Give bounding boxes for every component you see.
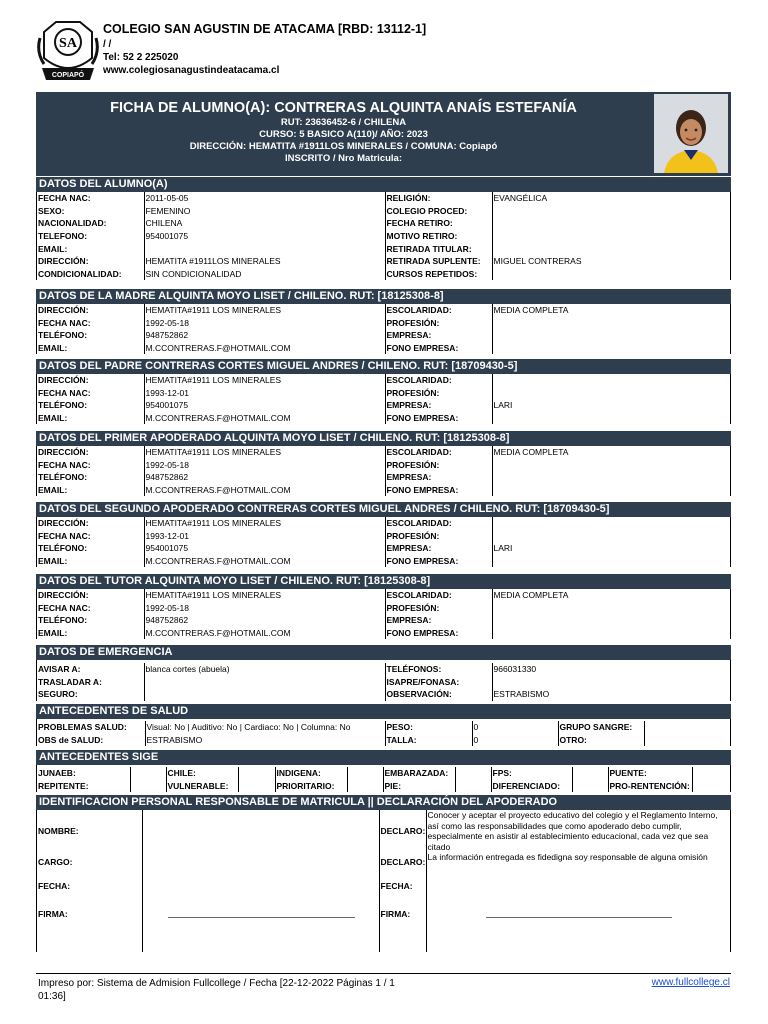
table-row bbox=[37, 374, 730, 387]
table-row bbox=[37, 602, 730, 615]
field-label: EMPRESA: bbox=[385, 471, 492, 484]
field-value: 0 bbox=[472, 721, 558, 734]
section-firma bbox=[36, 795, 731, 952]
footer-printed-text: Impreso por: Sistema de Admision Fullcollege / Fecha [22-12-2022 Páginas 1 / 1 bbox=[38, 978, 395, 989]
school-name: COLEGIO SAN AGUSTIN DE ATACAMA [RBD: 13112-1] bbox=[103, 22, 427, 36]
section-apoderado2 bbox=[36, 502, 731, 567]
field-value bbox=[492, 517, 730, 530]
field-label: EMAIL: bbox=[38, 556, 68, 567]
field-label: DIRECCIÓN: bbox=[38, 256, 89, 267]
section-emergencia bbox=[36, 645, 731, 701]
field-label: FECHA NAC: bbox=[38, 193, 91, 204]
spacer bbox=[37, 928, 142, 952]
field-label: FONO EMPRESA: bbox=[385, 555, 492, 568]
svg-text:SA: SA bbox=[59, 36, 77, 51]
field-value bbox=[492, 230, 730, 243]
table-row bbox=[37, 304, 730, 317]
firma-table bbox=[37, 810, 730, 952]
section-salud bbox=[36, 704, 731, 746]
fecha-value[interactable] bbox=[142, 872, 379, 900]
field-value bbox=[492, 317, 730, 330]
field-value bbox=[492, 387, 730, 400]
field-label: EMPRESA: bbox=[385, 542, 492, 555]
table-row bbox=[37, 242, 730, 255]
field-label: DIRECCIÓN: bbox=[38, 305, 89, 316]
field-label: GRUPO SANGRE: bbox=[558, 721, 644, 734]
field-value: 1992-05-18 bbox=[144, 317, 385, 330]
student-direccion: DIRECCIÓN: HEMATITA #1911LOS MINERALES / COMUNA: Copiapó bbox=[189, 141, 498, 152]
field-label: TELÉFONO: bbox=[38, 543, 88, 554]
field-label: CONDICIONALIDAD: bbox=[38, 268, 122, 279]
field-value bbox=[492, 242, 730, 255]
field-value bbox=[144, 242, 385, 255]
firma2-value[interactable] bbox=[426, 900, 730, 928]
field-value: 954001075 bbox=[144, 230, 385, 243]
student-rut: RUT: 23636452-6 / CHILENA bbox=[280, 117, 407, 128]
field-label: TELÉFONOS: bbox=[385, 663, 492, 676]
field-label: PROFESIÓN: bbox=[385, 317, 492, 330]
field-label: NACIONALIDAD: bbox=[38, 218, 107, 229]
field-value: MIGUEL CONTRERAS bbox=[492, 255, 730, 268]
field-value bbox=[644, 734, 730, 747]
field-label: RETIRADA SUPLENTE: bbox=[385, 255, 492, 268]
table-row bbox=[37, 484, 730, 497]
field-label: FONO EMPRESA: bbox=[385, 412, 492, 425]
field-value: ESTRABISMO bbox=[492, 688, 730, 701]
field-label: TELÉFONO: bbox=[38, 615, 88, 626]
field-label: EMPRESA: bbox=[385, 329, 492, 342]
field-label: FONO EMPRESA: bbox=[385, 484, 492, 497]
field-label: REPITENTE: bbox=[38, 780, 89, 791]
field-label: PESO: bbox=[385, 721, 472, 734]
field-label: OTRO: bbox=[558, 734, 644, 747]
table-row bbox=[37, 780, 730, 793]
section-alumno bbox=[36, 177, 731, 280]
signature-line bbox=[168, 911, 355, 918]
table-row bbox=[37, 192, 730, 205]
spacer bbox=[142, 928, 379, 952]
field-label: ESCOLARIDAD: bbox=[385, 589, 492, 602]
section-sige bbox=[36, 750, 731, 792]
field-label: PRIORITARIO: bbox=[275, 780, 347, 793]
firma-value[interactable] bbox=[142, 900, 379, 928]
field-value bbox=[347, 767, 383, 780]
field-value: 0 bbox=[472, 734, 558, 747]
section-heading: DATOS DEL PADRE CONTRERAS CORTES MIGUEL ANDRES / CHILENO. RUT: [18709430-5] bbox=[36, 359, 731, 374]
emergencia-table bbox=[37, 663, 730, 701]
table-row bbox=[37, 446, 730, 459]
field-label: MOTIVO RETIRO: bbox=[385, 230, 492, 243]
field-label: ESCOLARIDAD: bbox=[385, 517, 492, 530]
field-value bbox=[492, 555, 730, 568]
field-label: PROFESIÓN: bbox=[385, 602, 492, 615]
field-label: OBS de SALUD: bbox=[38, 734, 104, 745]
field-value: MEDIA COMPLETA bbox=[492, 446, 730, 459]
field-value bbox=[692, 780, 730, 793]
table-row bbox=[37, 721, 730, 734]
field-label: TALLA: bbox=[385, 734, 472, 747]
field-value bbox=[492, 268, 730, 281]
field-value: 1993-12-01 bbox=[144, 530, 385, 543]
field-label: INDIGENA: bbox=[275, 767, 347, 780]
table-row bbox=[37, 317, 730, 330]
field-label: FECHA NAC: bbox=[38, 530, 91, 541]
field-value: 966031330 bbox=[492, 663, 730, 676]
field-value bbox=[492, 614, 730, 627]
field-label: PRO-RENTENCIÓN: bbox=[608, 780, 692, 793]
section-apoderado1 bbox=[36, 431, 731, 496]
field-label: CURSOS REPETIDOS: bbox=[385, 268, 492, 281]
field-label: TELÉFONO: bbox=[38, 472, 88, 483]
school-website[interactable]: www.colegiosanagustindeatacama.cl bbox=[103, 65, 280, 76]
section-madre bbox=[36, 289, 731, 354]
field-value: M.CCONTRERAS.F@HOTMAIL.COM bbox=[144, 412, 385, 425]
table-row bbox=[37, 329, 730, 342]
field-label: ESCOLARIDAD: bbox=[385, 374, 492, 387]
field-label: ISAPRE/FONASA: bbox=[385, 676, 492, 689]
field-label: EMAIL: bbox=[38, 628, 68, 639]
table-row bbox=[37, 205, 730, 218]
section-heading: DATOS DEL SEGUNDO APODERADO CONTRERAS CORTES MIGUEL ANDRES / CHILENO. RUT: [18709430-5] bbox=[36, 502, 731, 517]
field-label: COLEGIO PROCED: bbox=[385, 205, 492, 218]
field-value bbox=[492, 342, 730, 355]
field-label: DIRECCIÓN: bbox=[38, 375, 89, 386]
table-row bbox=[37, 614, 730, 627]
field-label: TELÉFONO: bbox=[38, 400, 88, 411]
field-value: LARI bbox=[492, 542, 730, 555]
school-phone: Tel: 52 2 225020 bbox=[103, 52, 179, 63]
field-label: VULNERABLE: bbox=[166, 780, 238, 793]
field-value bbox=[492, 627, 730, 640]
field-label: ESCOLARIDAD: bbox=[385, 304, 492, 317]
field-value bbox=[492, 329, 730, 342]
field-value bbox=[492, 471, 730, 484]
field-value bbox=[492, 459, 730, 472]
field-label: EMAIL: bbox=[38, 485, 68, 496]
field-value: SIN CONDICIONALIDAD bbox=[144, 268, 385, 281]
table-row bbox=[37, 555, 730, 568]
field-value: M.CCONTRERAS.F@HOTMAIL.COM bbox=[144, 555, 385, 568]
footer-divider bbox=[36, 973, 731, 974]
section-padre bbox=[36, 359, 731, 424]
firma-label: FIRMA: bbox=[38, 909, 68, 919]
field-value bbox=[644, 721, 730, 734]
student-inscrito: INSCRITO / Nro Matricula: bbox=[284, 153, 402, 164]
fullcollege-link[interactable]: www.fullcollege.cl bbox=[651, 977, 730, 988]
school-logo bbox=[36, 18, 100, 84]
madre-table bbox=[37, 304, 730, 354]
field-label: EMAIL: bbox=[38, 413, 68, 424]
section-heading: IDENTIFICACION PERSONAL RESPONSABLE DE MATRICULA || DECLARACIÓN DEL APODERADO bbox=[36, 795, 731, 810]
field-value: FEMENINO bbox=[144, 205, 385, 218]
section-heading: ANTECEDENTES SIGE bbox=[36, 750, 731, 765]
field-label: TRASLADAR A: bbox=[38, 676, 102, 687]
table-row bbox=[37, 471, 730, 484]
student-curso: CURSO: 5 BASICO A(110)/ AÑO: 2023 bbox=[259, 129, 428, 140]
section-heading: DATOS DE EMERGENCIA bbox=[36, 645, 731, 660]
field-label: TELÉFONO: bbox=[38, 330, 88, 341]
footer-time: 01:36] bbox=[38, 991, 66, 1002]
field-value bbox=[144, 688, 385, 701]
field-value bbox=[238, 767, 275, 780]
field-label: EMPRESA: bbox=[385, 614, 492, 627]
field-value bbox=[492, 205, 730, 218]
nombre-value[interactable] bbox=[142, 810, 379, 852]
field-value: 948752862 bbox=[144, 471, 385, 484]
field-value: 948752862 bbox=[144, 614, 385, 627]
table-row bbox=[37, 387, 730, 400]
table-row bbox=[37, 530, 730, 543]
field-value: MEDIA COMPLETA bbox=[492, 304, 730, 317]
field-label: PROBLEMAS SALUD: bbox=[38, 722, 127, 733]
table-row bbox=[37, 459, 730, 472]
table-row bbox=[37, 399, 730, 412]
field-label: FONO EMPRESA: bbox=[385, 627, 492, 640]
salud-table bbox=[37, 721, 730, 746]
table-row bbox=[37, 230, 730, 243]
field-label: FECHA NAC: bbox=[38, 602, 91, 613]
field-label: ESCOLARIDAD: bbox=[385, 446, 492, 459]
fecha2-value[interactable] bbox=[426, 872, 730, 900]
tutor-table bbox=[37, 589, 730, 639]
spacer bbox=[379, 928, 426, 952]
declaro2-label: DECLARO: bbox=[379, 852, 426, 872]
table-row bbox=[37, 734, 730, 747]
table-row bbox=[37, 627, 730, 640]
signature-line bbox=[486, 911, 673, 918]
field-label: FONO EMPRESA: bbox=[385, 342, 492, 355]
field-value: M.CCONTRERAS.F@HOTMAIL.COM bbox=[144, 484, 385, 497]
field-value bbox=[130, 780, 166, 793]
field-value bbox=[492, 602, 730, 615]
field-value bbox=[455, 780, 491, 793]
field-value: 948752862 bbox=[144, 329, 385, 342]
field-label: EMBARAZADA: bbox=[383, 767, 455, 780]
field-label: EMAIL: bbox=[38, 243, 68, 254]
field-value: EVANGÉLICA bbox=[492, 192, 730, 205]
field-label: FECHA NAC: bbox=[38, 459, 91, 470]
field-value: CHILENA bbox=[144, 217, 385, 230]
section-heading: DATOS DEL ALUMNO(A) bbox=[36, 177, 731, 192]
field-value: LARI bbox=[492, 399, 730, 412]
field-value bbox=[492, 676, 730, 689]
field-value bbox=[347, 780, 383, 793]
declaro1-text: Conocer y aceptar el proyecto educativo del colegio y el Reglamento Interno, así como las responsabilidades que como apoderado debo cumplir, especialmente en asistir al establecimiento educacional, cada vez que sea citado bbox=[426, 810, 730, 852]
field-value: HEMATITA#1911 LOS MINERALES bbox=[144, 446, 385, 459]
svg-text:COPIAPÓ: COPIAPÓ bbox=[51, 72, 85, 79]
field-label: PROFESIÓN: bbox=[385, 387, 492, 400]
field-label: RETIRADA TITULAR: bbox=[385, 242, 492, 255]
field-label: FECHA RETIRO: bbox=[385, 217, 492, 230]
padre-table bbox=[37, 374, 730, 424]
title-banner bbox=[36, 92, 731, 176]
field-value: blanca cortes (abuela) bbox=[144, 663, 385, 676]
table-row bbox=[37, 688, 730, 701]
field-value: 954001075 bbox=[144, 399, 385, 412]
field-value bbox=[572, 767, 608, 780]
sige-table bbox=[37, 767, 730, 792]
alumno-table bbox=[37, 192, 730, 280]
field-value bbox=[492, 412, 730, 425]
field-value: HEMATITA#1911 LOS MINERALES bbox=[144, 517, 385, 530]
school-address: / / bbox=[103, 39, 112, 50]
field-label: FPS: bbox=[491, 767, 572, 780]
field-value: 1992-05-18 bbox=[144, 602, 385, 615]
field-label: SEGURO: bbox=[38, 689, 78, 700]
table-row bbox=[37, 412, 730, 425]
field-value: M.CCONTRERAS.F@HOTMAIL.COM bbox=[144, 342, 385, 355]
field-label: PIE: bbox=[383, 780, 455, 793]
field-value: HEMATITA #1911LOS MINERALES bbox=[144, 255, 385, 268]
field-value: MEDIA COMPLETA bbox=[492, 589, 730, 602]
field-label: SEXO: bbox=[38, 205, 65, 216]
footer-printed-by bbox=[38, 977, 438, 1003]
field-value bbox=[492, 217, 730, 230]
student-title: FICHA DE ALUMNO(A): CONTRERAS ALQUINTA ANAÍS ESTEFANÍA bbox=[110, 100, 577, 116]
field-label: FECHA NAC: bbox=[38, 317, 91, 328]
field-value bbox=[130, 767, 166, 780]
field-value: Visual: No | Auditivo: No | Cardiaco: No | Columna: No bbox=[145, 721, 385, 734]
field-value: 954001075 bbox=[144, 542, 385, 555]
table-row bbox=[37, 676, 730, 689]
field-value: HEMATITA#1911 LOS MINERALES bbox=[144, 374, 385, 387]
table-row bbox=[37, 342, 730, 355]
section-heading: DATOS DE LA MADRE ALQUINTA MOYO LISET / CHILENO. RUT: [18125308-8] bbox=[36, 289, 731, 304]
field-value: HEMATITA#1911 LOS MINERALES bbox=[144, 304, 385, 317]
fecha-label: FECHA: bbox=[38, 881, 71, 891]
field-label: TELEFONO: bbox=[38, 231, 88, 242]
cargo-value[interactable] bbox=[142, 852, 379, 872]
field-label: DIRECCIÓN: bbox=[38, 518, 89, 529]
field-value bbox=[492, 484, 730, 497]
table-row bbox=[37, 255, 730, 268]
field-value: ESTRABISMO bbox=[145, 734, 385, 747]
field-value: 1992-05-18 bbox=[144, 459, 385, 472]
field-label: OBSERVACIÓN: bbox=[385, 688, 492, 701]
field-label: DIFERENCIADO: bbox=[491, 780, 572, 793]
fecha2-label: FECHA: bbox=[379, 872, 426, 900]
field-value: 2011-05-05 bbox=[144, 192, 385, 205]
declaro1-label: DECLARO: bbox=[379, 810, 426, 852]
declaro2-text: La información entregada es fidedigna soy responsable de alguna omisión bbox=[426, 852, 730, 872]
field-value bbox=[572, 780, 608, 793]
table-row bbox=[37, 663, 730, 676]
table-row bbox=[37, 767, 730, 780]
table-row bbox=[37, 517, 730, 530]
field-label: FECHA NAC: bbox=[38, 387, 91, 398]
spacer bbox=[426, 928, 730, 952]
nombre-label: NOMBRE: bbox=[38, 826, 79, 836]
field-label: AVISAR A: bbox=[38, 664, 81, 675]
field-value: M.CCONTRERAS.F@HOTMAIL.COM bbox=[144, 627, 385, 640]
field-label: DIRECCIÓN: bbox=[38, 590, 89, 601]
field-label: PUENTE: bbox=[608, 767, 692, 780]
field-label: JUNAEB: bbox=[38, 768, 76, 779]
field-value bbox=[492, 530, 730, 543]
section-heading: DATOS DEL PRIMER APODERADO ALQUINTA MOYO LISET / CHILENO. RUT: [18125308-8] bbox=[36, 431, 731, 446]
apoderado2-table bbox=[37, 517, 730, 567]
section-tutor bbox=[36, 574, 731, 639]
table-row bbox=[37, 542, 730, 555]
field-value bbox=[238, 780, 275, 793]
table-row bbox=[37, 217, 730, 230]
field-value bbox=[455, 767, 491, 780]
apoderado1-table bbox=[37, 446, 730, 496]
field-label: DIRECCIÓN: bbox=[38, 447, 89, 458]
cargo-label: CARGO: bbox=[38, 857, 73, 867]
firma2-label: FIRMA: bbox=[379, 900, 426, 928]
field-value: HEMATITA#1911 LOS MINERALES bbox=[144, 589, 385, 602]
field-value bbox=[692, 767, 730, 780]
field-label: CHILE: bbox=[166, 767, 238, 780]
field-label: EMPRESA: bbox=[385, 399, 492, 412]
field-label: EMAIL: bbox=[38, 343, 68, 354]
table-row bbox=[37, 268, 730, 281]
student-photo bbox=[654, 94, 728, 173]
table-row bbox=[37, 589, 730, 602]
field-value bbox=[144, 676, 385, 689]
field-value: 1993-12-01 bbox=[144, 387, 385, 400]
field-label: PROFESIÓN: bbox=[385, 530, 492, 543]
section-heading: DATOS DEL TUTOR ALQUINTA MOYO LISET / CHILENO. RUT: [18125308-8] bbox=[36, 574, 731, 589]
section-heading: ANTECEDENTES DE SALUD bbox=[36, 704, 731, 719]
field-label: RELIGIÓN: bbox=[385, 192, 492, 205]
field-value bbox=[492, 374, 730, 387]
field-label: PROFESIÓN: bbox=[385, 459, 492, 472]
